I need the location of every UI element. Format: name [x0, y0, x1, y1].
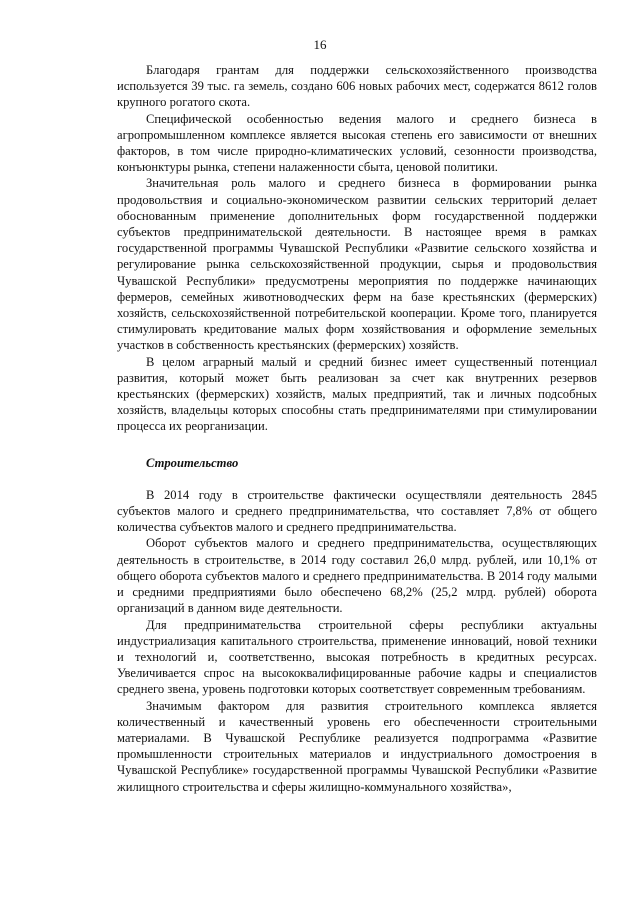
document-body — [117, 62, 597, 795]
paragraph-construction-count: В 2014 году в строительстве фактически осуществляли деятельность 2845 субъектов малого и среднего предпринимательства, что составляет 7,8% от общего количества субъектов малого и среднего предпринимательства. — [117, 487, 597, 535]
section-heading-construction: Строительство — [146, 455, 239, 470]
paragraph-construction-turnover: Оборот субъектов малого и среднего предпринимательства, осуществляющих деятельность в строительстве, в 2014 году составил 26,0 млрд. рублей, или 10,1% от общего оборота субъектов малого и среднего предпринимательства. В 2014 году малыми и средними предприятиями было обеспечено 68,2% (25,2 млрд. рублей) оборота организаций в данном виде деятельности. — [117, 536, 597, 616]
paragraph-construction-needs: Для предпринимательства строительной сферы республики актуальны индустриализация капитального строительства, применение инноваций, новой техники и технологий и, соответственно, высокая потребность в кредитных ресурсах. Увеличивается спрос на высококвалифицированные рабочие кадры и специалистов среднего звена, уровень подготовки которых соответствует современным требованиям. — [117, 617, 597, 697]
section-spacer — [117, 435, 597, 445]
paragraph-grants: Благодаря грантам для поддержки сельскохозяйственного производства используется 39 тыс. га земель, создано 606 новых рабочих мест, содержатся 8612 голов крупного рогатого скота. — [117, 63, 597, 110]
paragraph-agro-specifics: Специфической особенностью ведения малого и среднего бизнеса в агропромышленном комплексе является высокая степень его зависимости от внешних факторов, в том числе природно-климатических условий, сезонности производства, конъюнктуры рынка, степени налаженности сбыта, ценовой политики. — [117, 111, 597, 175]
paragraph-building-materials: Значимым фактором для развития строительного комплекса является количественный и качественный уровень его обеспеченности строительными материалами. В Чувашской Республике реализуется подпрограмма «Развитие промышленности строительных материалов и индустриального домостроения в Чувашской Республике» государственной программы Чувашской Республики «Развитие жилищного строительства и сферы жилищно-коммунального хозяйства», — [117, 698, 597, 794]
paragraph-agro-potential: В целом аграрный малый и средний бизнес имеет существенный потенциал развития, который может быть реализован за счет как внутренних резервов крестьянских (фермерских) хозяйств, малых предприятий, так и личных подсобных хозяйств, владельцы которых способны стать предпринимателями при стимулировании процесса их реорганизации. — [117, 354, 597, 434]
page-number: 16 — [313, 37, 327, 52]
paragraph-state-support: Значительная роль малого и среднего бизнеса в формировании рынка продовольствия и социально-экономическом развитии сельских территорий делает обоснованным применение дополнительных форм государственной поддержки субъектов предпринимательской деятельности. В настоящее время в рамках государственной программы Чувашской Республики «Развитие сельского хозяйства и регулирование рынка сельскохозяйственной продукции, сырья и продовольствия Чувашской Республики» предусмотрены мероприятия по поддержке начинающих фермеров, семейных животноводческих ферм на базе крестьянских (фермерских) хозяйств, сельскохозяйственной потребительской кооперации. Кроме того, планируется стимулировать кредитование малых форм хозяйствования и оформление земельных участков в собственность крестьянских (фермерских) хозяйств. — [117, 176, 597, 353]
